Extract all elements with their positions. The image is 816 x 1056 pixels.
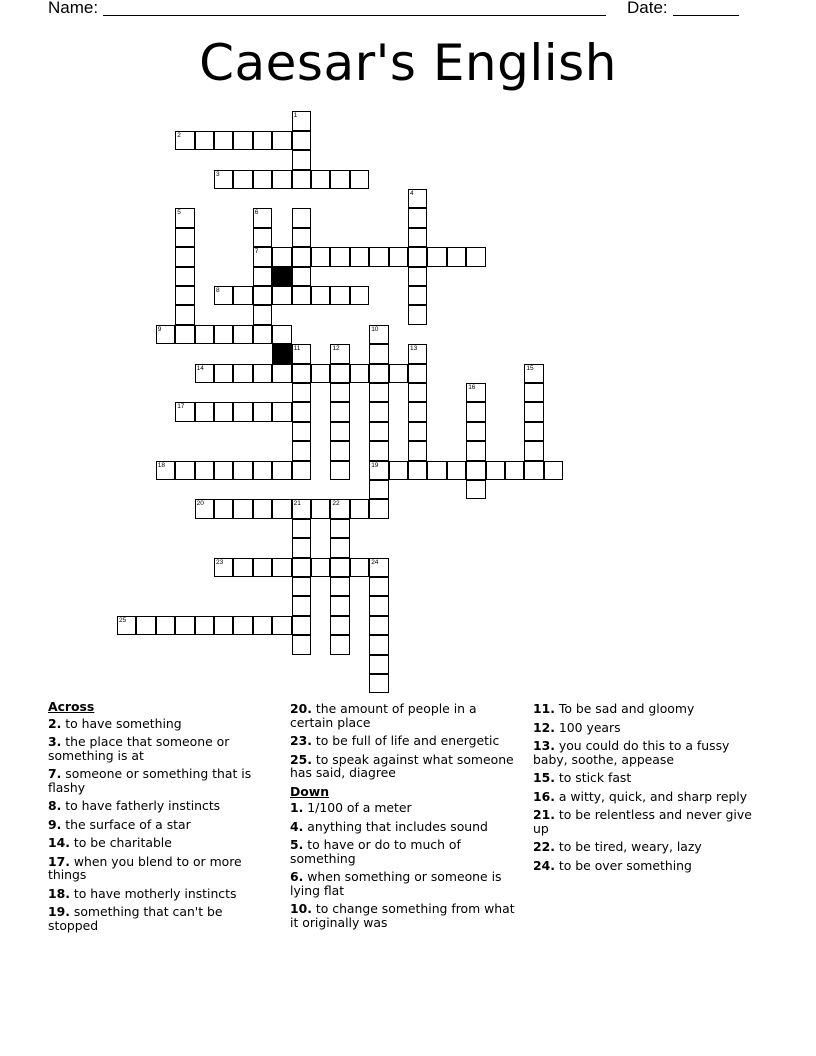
clue-item	[290, 801, 522, 815]
crossword-cell[interactable]	[272, 461, 291, 480]
clue-number: 8	[216, 287, 220, 294]
crossword-cell[interactable]	[195, 131, 214, 150]
crossword-cell[interactable]	[233, 170, 252, 189]
crossword-cell[interactable]	[175, 616, 194, 635]
clue-item-text: to stick fast	[554, 770, 632, 785]
crossword-cell[interactable]	[292, 131, 311, 150]
clue-item-number: 3.	[48, 734, 62, 749]
clue-item	[48, 905, 273, 932]
crossword-cell[interactable]	[214, 461, 233, 480]
clue-item-number: 5.	[290, 837, 304, 852]
clue-item	[290, 702, 522, 729]
crossword-cell[interactable]	[214, 499, 233, 518]
clue-item	[48, 818, 273, 832]
crossword-cell[interactable]	[369, 596, 388, 615]
clue-item	[48, 836, 273, 850]
clue-item-number: 22.	[533, 839, 555, 854]
crossword-cell[interactable]	[292, 461, 311, 480]
crossword-cell[interactable]	[524, 383, 543, 402]
crossword-cell[interactable]	[272, 364, 291, 383]
crossword-cell[interactable]	[369, 422, 388, 441]
crossword-cell[interactable]	[272, 286, 291, 305]
clue-number: 4	[410, 190, 414, 197]
crossword-cell[interactable]	[117, 616, 136, 635]
crossword-cell[interactable]	[408, 247, 427, 266]
clue-item	[290, 838, 522, 865]
clue-column-1	[48, 700, 273, 937]
clue-number: 24	[371, 558, 379, 566]
clue-item-text: to be over something	[554, 857, 692, 873]
crossword-cell[interactable]	[292, 247, 311, 266]
clue-item	[48, 887, 273, 901]
clue-item	[290, 870, 522, 897]
clue-item-number: 7.	[48, 766, 62, 781]
crossword-cell[interactable]	[524, 402, 543, 421]
clue-item	[48, 717, 273, 731]
crossword-cell[interactable]	[311, 558, 330, 577]
crossword-cell[interactable]	[408, 267, 427, 286]
crossword-cell[interactable]	[330, 170, 349, 189]
crossword-cell[interactable]	[369, 635, 388, 654]
crossword-cell[interactable]	[408, 422, 427, 441]
crossword-cell[interactable]	[292, 596, 311, 615]
clue-number: 21	[293, 500, 301, 508]
crossword-cell[interactable]	[214, 286, 233, 305]
crossword-cell[interactable]	[156, 461, 175, 480]
crossword-cell[interactable]	[253, 558, 272, 577]
clue-item-number: 10.	[290, 901, 312, 916]
crossword-cell[interactable]	[389, 247, 408, 266]
crossword-cell[interactable]	[524, 461, 543, 480]
crossword-cell[interactable]	[369, 616, 388, 635]
crossword-cell[interactable]	[292, 402, 311, 421]
crossword-cell[interactable]	[408, 383, 427, 402]
clue-item-text: to have motherly instincts	[69, 885, 237, 901]
crossword-cell[interactable]	[330, 422, 349, 441]
crossword-cell[interactable]	[369, 344, 388, 363]
crossword-cell[interactable]	[175, 461, 194, 480]
crossword-cell[interactable]	[330, 461, 349, 480]
crossword-cell[interactable]	[233, 325, 252, 344]
clue-item-text: you could do this to a fussy baby, soothe, appease	[533, 738, 730, 767]
crossword-cell[interactable]	[311, 499, 330, 518]
crossword-cell[interactable]	[214, 170, 233, 189]
clue-item-number: 18.	[48, 885, 70, 901]
clue-number: 19	[371, 461, 379, 469]
clue-number: 6	[254, 209, 259, 217]
clue-item-number: 25.	[290, 751, 312, 767]
crossword-cell[interactable]	[330, 519, 349, 538]
clue-column-2	[290, 700, 522, 934]
crossword-cell[interactable]	[233, 286, 252, 305]
crossword-cell[interactable]	[311, 247, 330, 266]
clue-item	[48, 799, 273, 813]
crossword-cell[interactable]	[466, 480, 485, 499]
clue-item-number: 15.	[533, 770, 555, 785]
clue-number: 3	[216, 170, 220, 178]
clue-item-number: 11.	[533, 701, 555, 716]
crossword-cell[interactable]	[466, 247, 485, 266]
clue-item-text: to be full of life and energetic	[311, 733, 500, 748]
clue-number: 10	[371, 325, 379, 333]
crossword-cell[interactable]	[156, 325, 175, 344]
crossword-cell[interactable]	[253, 131, 272, 150]
clue-item-text: something that can't be stopped	[48, 904, 223, 933]
crossword-cell[interactable]	[292, 364, 311, 383]
crossword-cell[interactable]	[214, 402, 233, 421]
crossword-cell[interactable]	[369, 674, 388, 693]
crossword-cell[interactable]	[214, 325, 233, 344]
crossword-cell[interactable]	[544, 461, 563, 480]
clue-item	[533, 771, 765, 785]
date-field[interactable]	[673, 15, 739, 16]
crossword-cell[interactable]	[447, 247, 466, 266]
crossword-cell[interactable]	[253, 305, 272, 324]
clue-item-text: someone or something that is flashy	[48, 766, 252, 795]
crossword-cell[interactable]	[330, 635, 349, 654]
crossword-cell[interactable]	[408, 461, 427, 480]
clue-item-text: to speak against what someone has said, diagree	[290, 751, 514, 780]
crossword-cell[interactable]	[408, 228, 427, 247]
clue-item-number: 19.	[48, 904, 70, 919]
clue-item-text: when you blend to or more things	[48, 853, 242, 882]
date-label: Date:	[627, 0, 668, 17]
crossword-cell[interactable]	[292, 538, 311, 557]
crossword-cell[interactable]	[330, 441, 349, 460]
clue-item-text: 100 years	[554, 719, 621, 735]
crossword-cell[interactable]	[524, 441, 543, 460]
crossword-cell[interactable]	[389, 364, 408, 383]
crossword-cell[interactable]	[369, 383, 388, 402]
crossword-cell[interactable]	[292, 616, 311, 635]
clue-item-text: 1/100 of a meter	[303, 800, 412, 815]
crossword-cell[interactable]	[408, 441, 427, 460]
crossword-cell[interactable]	[311, 170, 330, 189]
crossword-cell[interactable]	[292, 558, 311, 577]
crossword-cell[interactable]	[350, 170, 369, 189]
crossword-cell[interactable]	[156, 616, 175, 635]
clue-item-number: 23.	[290, 733, 312, 748]
clue-number: 15	[526, 364, 534, 372]
clue-number: 14	[196, 364, 204, 372]
crossword-cell[interactable]	[272, 558, 291, 577]
clue-item-text: to have or do to much of something	[290, 837, 461, 866]
crossword-cell[interactable]	[214, 131, 233, 150]
crossword-cell[interactable]	[175, 247, 194, 266]
crossword-cell[interactable]	[195, 616, 214, 635]
crossword-cell[interactable]	[369, 655, 388, 674]
crossword-cell[interactable]	[466, 402, 485, 421]
crossword-cell[interactable]	[272, 247, 291, 266]
crossword-cell[interactable]	[233, 558, 252, 577]
clue-number: 7	[254, 248, 259, 256]
crossword-cell[interactable]	[292, 208, 311, 227]
crossword-cell[interactable]	[253, 170, 272, 189]
crossword-cell[interactable]	[175, 325, 194, 344]
crossword-cell[interactable]	[292, 441, 311, 460]
crossword-cell[interactable]	[253, 208, 272, 227]
clue-number: 9	[157, 325, 162, 333]
crossword-cell[interactable]	[330, 402, 349, 421]
clue-number: 11	[293, 345, 301, 353]
crossword-cell[interactable]	[292, 228, 311, 247]
clue-item-text: a witty, quick, and sharp reply	[554, 788, 748, 804]
crossword-cell[interactable]	[350, 499, 369, 518]
clue-item-text: to be tired, weary, lazy	[554, 839, 702, 854]
crossword-cell[interactable]	[350, 247, 369, 266]
crossword-cell[interactable]	[408, 344, 427, 363]
crossword-cell[interactable]	[175, 305, 194, 324]
page-title: Caesar's English	[199, 34, 617, 92]
clue-item	[48, 735, 273, 762]
clue-number: 18	[157, 461, 166, 469]
black-cell	[272, 267, 291, 286]
clue-item-text: the place that someone or something is at	[48, 734, 230, 763]
clue-item-text: to have something	[61, 715, 182, 731]
crossword-cell[interactable]	[195, 325, 214, 344]
clue-item-text: the surface of a star	[61, 816, 191, 832]
crossword-cell[interactable]	[369, 441, 388, 460]
crossword-cell[interactable]	[466, 383, 485, 402]
crossword-cell[interactable]	[292, 519, 311, 538]
crossword-cell[interactable]	[369, 402, 388, 421]
crossword-cell[interactable]	[330, 344, 349, 363]
crossword-cell[interactable]	[408, 189, 427, 208]
crossword-cell[interactable]	[292, 150, 311, 169]
clue-item-text: To be sad and gloomy	[554, 701, 695, 716]
crossword-cell[interactable]	[272, 131, 291, 150]
crossword-cell[interactable]	[253, 616, 272, 635]
crossword-cell[interactable]	[233, 499, 252, 518]
crossword-cell[interactable]	[408, 305, 427, 324]
clue-item-text: to be charitable	[69, 835, 172, 850]
clue-item-text: to have fatherly instincts	[61, 798, 221, 813]
name-field[interactable]	[103, 15, 606, 16]
clue-item-number: 17.	[48, 853, 70, 869]
clue-item-number: 24.	[533, 857, 555, 873]
worksheet-header	[0, 0, 816, 22]
crossword-cell[interactable]	[427, 461, 446, 480]
crossword-cell[interactable]	[330, 247, 349, 266]
clue-number: 1	[293, 112, 298, 120]
clue-item-text: to change something from what it originally was	[290, 901, 515, 930]
clue-item	[290, 753, 522, 780]
crossword-cell[interactable]	[195, 402, 214, 421]
clue-section-heading: Across	[48, 699, 95, 714]
crossword-cell[interactable]	[330, 577, 349, 596]
crossword-cell[interactable]	[369, 325, 388, 344]
clue-number: 5	[177, 209, 181, 217]
crossword-cell[interactable]	[253, 499, 272, 518]
crossword-cell[interactable]	[175, 402, 194, 421]
crossword-cell[interactable]	[369, 499, 388, 518]
crossword-cell[interactable]	[292, 170, 311, 189]
crossword-cell[interactable]	[486, 461, 505, 480]
crossword-cell[interactable]	[233, 131, 252, 150]
clue-item-number: 20.	[290, 701, 312, 716]
crossword-cell[interactable]	[233, 364, 252, 383]
crossword-cell[interactable]	[253, 402, 272, 421]
crossword-cell[interactable]	[292, 111, 311, 130]
clue-item-number: 21.	[533, 807, 555, 822]
clue-item-number: 12.	[533, 719, 555, 735]
crossword-cell[interactable]	[233, 616, 252, 635]
crossword-cell[interactable]	[233, 461, 252, 480]
crossword-cell[interactable]	[505, 461, 524, 480]
crossword-cell[interactable]	[195, 364, 214, 383]
clue-item-number: 13.	[533, 738, 555, 753]
crossword-cell[interactable]	[175, 131, 194, 150]
crossword-cell[interactable]	[369, 480, 388, 499]
crossword-cell[interactable]	[330, 286, 349, 305]
crossword-cell[interactable]	[369, 558, 388, 577]
crossword-cell[interactable]	[369, 577, 388, 596]
crossword-cell[interactable]	[136, 616, 155, 635]
clue-number: 13	[410, 345, 418, 353]
crossword-cell[interactable]	[330, 499, 349, 518]
crossword-cell[interactable]	[408, 364, 427, 383]
clue-item	[533, 840, 765, 854]
crossword-cell[interactable]	[292, 267, 311, 286]
clue-section-heading: Down	[290, 783, 330, 799]
clue-item	[290, 734, 522, 748]
crossword-cell[interactable]	[175, 208, 194, 227]
clue-item-text: to be relentless and never give up	[533, 807, 752, 836]
clue-item	[533, 859, 765, 873]
clue-item	[290, 820, 522, 834]
crossword-cell[interactable]	[272, 616, 291, 635]
crossword-cell[interactable]	[292, 344, 311, 363]
crossword-cell[interactable]	[214, 616, 233, 635]
clue-item	[533, 702, 765, 716]
clue-column-3	[533, 700, 765, 877]
crossword-cell[interactable]	[175, 286, 194, 305]
clue-item-text: anything that includes sound	[303, 818, 488, 834]
crossword-cell[interactable]	[311, 364, 330, 383]
crossword-cell[interactable]	[330, 558, 349, 577]
crossword-cell[interactable]	[272, 499, 291, 518]
crossword-cell[interactable]	[330, 364, 349, 383]
clue-item-number: 6.	[290, 869, 304, 884]
crossword-cell[interactable]	[292, 635, 311, 654]
crossword-cell[interactable]	[175, 228, 194, 247]
crossword-cell[interactable]	[253, 286, 272, 305]
crossword-cell[interactable]	[369, 364, 388, 383]
clue-item-number: 1.	[290, 800, 304, 815]
clue-item	[533, 721, 765, 735]
clue-item-number: 8.	[48, 798, 62, 813]
crossword-cell[interactable]	[524, 364, 543, 383]
clue-item-number: 14.	[48, 835, 70, 850]
crossword-cell[interactable]	[466, 422, 485, 441]
crossword-cell[interactable]	[214, 364, 233, 383]
clue-item	[533, 808, 765, 835]
crossword-cell[interactable]	[253, 228, 272, 247]
crossword-cell[interactable]	[195, 461, 214, 480]
crossword-cell[interactable]	[292, 286, 311, 305]
clue-item	[48, 767, 273, 794]
crossword-cell[interactable]	[330, 616, 349, 635]
crossword-cell[interactable]	[447, 461, 466, 480]
crossword-cell[interactable]	[369, 461, 388, 480]
clue-item-number: 2.	[48, 715, 62, 731]
clue-item-number: 16.	[533, 788, 555, 804]
crossword-cell[interactable]	[330, 596, 349, 615]
crossword-cell[interactable]	[292, 422, 311, 441]
crossword-cell[interactable]	[330, 538, 349, 557]
clue-number: 16	[468, 384, 476, 391]
clue-number: 25	[119, 616, 127, 624]
clue-item	[533, 739, 765, 766]
crossword-cell[interactable]	[253, 267, 272, 286]
name-label: Name:	[48, 0, 99, 17]
clue-item-number: 4.	[290, 818, 304, 834]
crossword-cell[interactable]	[175, 267, 194, 286]
crossword-cell[interactable]	[292, 383, 311, 402]
crossword-cell[interactable]	[524, 422, 543, 441]
clue-number: 2	[177, 131, 181, 139]
black-cell	[272, 344, 291, 363]
crossword-cell[interactable]	[253, 325, 272, 344]
crossword-cell[interactable]	[369, 247, 388, 266]
crossword-cell[interactable]	[272, 402, 291, 421]
crossword-cell[interactable]	[350, 364, 369, 383]
crossword-cell[interactable]	[214, 558, 233, 577]
clue-item-text: the amount of people in a certain place	[290, 701, 477, 730]
crossword-cell[interactable]	[389, 461, 408, 480]
crossword-cell[interactable]	[350, 558, 369, 577]
crossword-cell[interactable]	[253, 247, 272, 266]
crossword-cell[interactable]	[466, 441, 485, 460]
clue-item	[48, 855, 273, 882]
crossword-cell[interactable]	[350, 286, 369, 305]
clue-number: 17	[177, 403, 185, 411]
clue-number: 12	[332, 345, 340, 353]
crossword-cell[interactable]	[292, 577, 311, 596]
crossword-cell[interactable]	[253, 461, 272, 480]
crossword-cell[interactable]	[233, 402, 252, 421]
clue-item-text: when something or someone is lying flat	[290, 869, 502, 898]
clue-item-number: 9.	[48, 816, 62, 832]
clue-item	[290, 902, 522, 929]
clue-number: 23	[216, 558, 224, 566]
crossword-cell[interactable]	[408, 208, 427, 227]
clue-item	[533, 790, 765, 804]
crossword-cell[interactable]	[408, 402, 427, 421]
crossword-cell[interactable]	[330, 383, 349, 402]
crossword-cell[interactable]	[253, 364, 272, 383]
crossword-cell[interactable]	[427, 247, 446, 266]
crossword-cell[interactable]	[272, 325, 291, 344]
crossword-cell[interactable]	[466, 461, 485, 480]
crossword-cell[interactable]	[272, 170, 291, 189]
crossword-cell[interactable]	[195, 499, 214, 518]
clue-number: 22	[332, 500, 340, 508]
crossword-cell[interactable]	[311, 286, 330, 305]
crossword-cell[interactable]	[408, 286, 427, 305]
crossword-cell[interactable]	[292, 499, 311, 518]
clue-number: 20	[196, 500, 204, 508]
